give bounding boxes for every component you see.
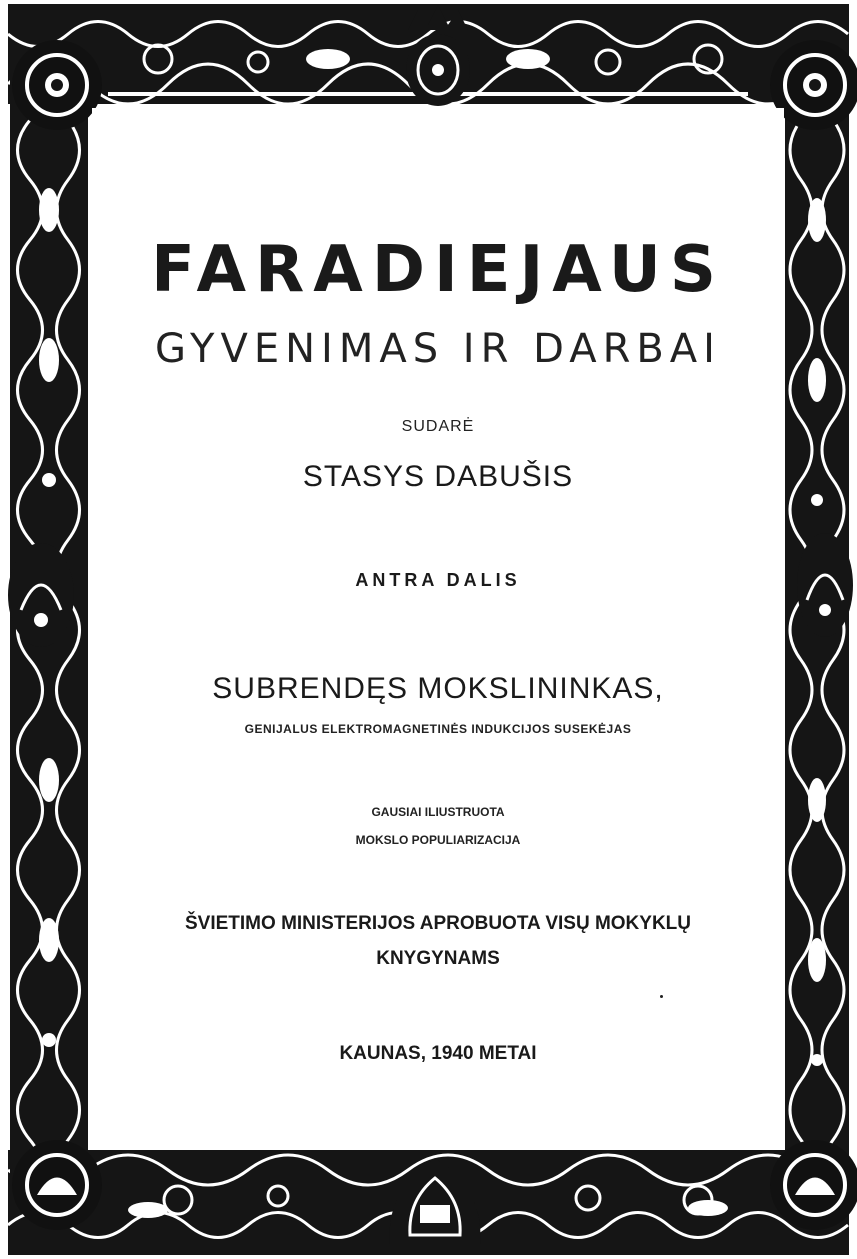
book-title: FARADIEJAUS (151, 233, 725, 307)
part-subtitle: SUBRENDĘS MOKSLININKAS, (212, 672, 664, 705)
description-line-1: GAUSIAI ILIUSTRUOTA (371, 805, 505, 819)
volume-part: ANTRA DALIS (355, 570, 521, 590)
compiled-by-label: SUDARĖ (401, 418, 475, 435)
approval-line-2: KNYGYNAMS (376, 948, 500, 969)
imprint: KAUNAS, 1940 METAI (339, 1043, 537, 1064)
ornament-cartouche-icon (380, 1150, 490, 1255)
description-line-2: MOKSLO POPULIARIZACIJA (355, 833, 521, 847)
print-speck (660, 995, 663, 998)
corner-medallion-bottom-left (12, 1140, 102, 1230)
corner-medallion-top-left (12, 40, 102, 130)
author-name: STASYS DABUŠIS (302, 460, 574, 493)
title-page-content (92, 108, 784, 1148)
book-title-continuation: GYVENIMAS IR DARBAI (155, 326, 721, 372)
shell-ornament-icon (795, 530, 855, 640)
crown-crest-icon (398, 0, 478, 110)
part-subtitle-note: GENIJALUS ELEKTROMAGNETINĖS INDUKCIJOS SUSEKĖJAS (244, 722, 632, 736)
corner-medallion-bottom-right (770, 1140, 857, 1230)
approval-line-1: ŠVIETIMO MINISTERIJOS APROBUOTA VISŲ MOKYKLŲ (185, 913, 691, 934)
shell-ornament-icon (6, 540, 76, 650)
